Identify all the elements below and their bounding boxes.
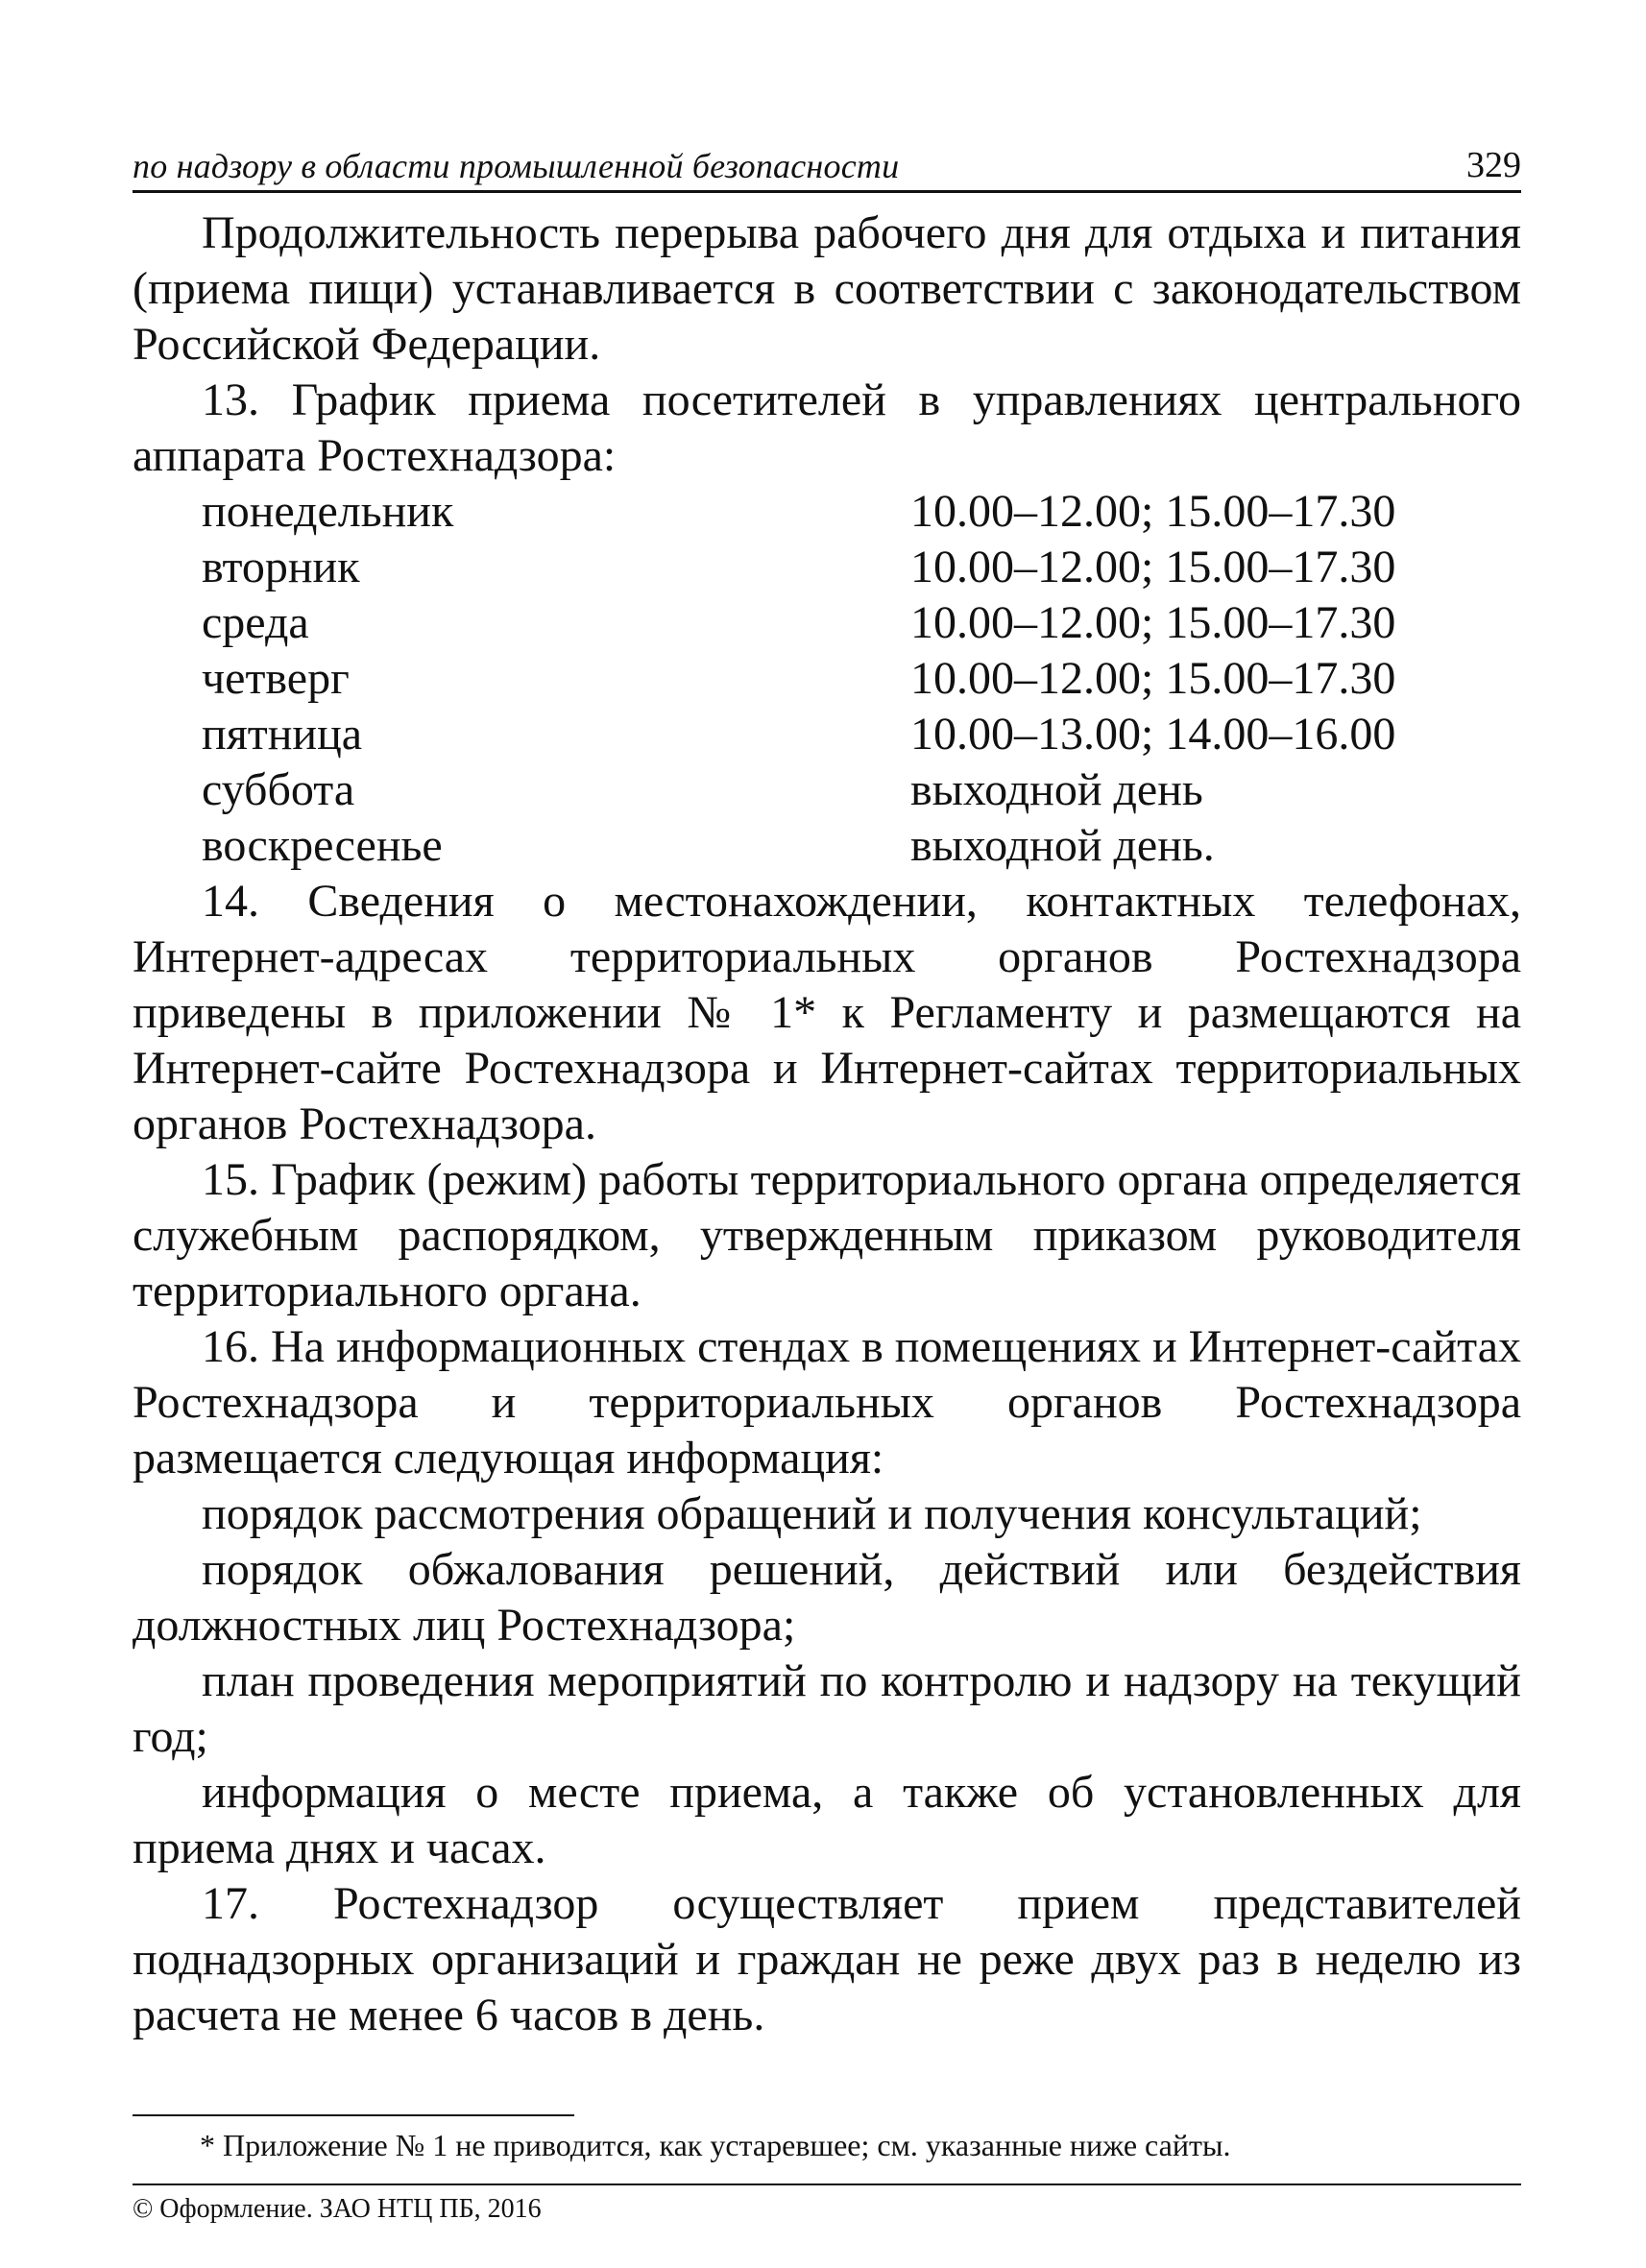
paragraph-16: 16. На информационных стендах в помещениях и Интернет-сайтах Ростехнадзора и территориальных органов Ростехнадзора размещается следующая информация: xyxy=(133,1321,1521,1484)
schedule-hours: 10.00–13.00; 14.00–16.00 xyxy=(910,709,1396,760)
schedule-hours: 10.00–12.00; 15.00–17.30 xyxy=(910,653,1396,704)
schedule-row xyxy=(202,595,1521,651)
copyright-notice: © Оформление. ЗАО НТЦ ПБ, 2016 xyxy=(133,2194,542,2224)
paragraph-17: 17. Ростехнадзор осуществляет прием представителей поднадзорных организаций и граждан не реже двух раз в неделю из расчета не менее 6 часов в день. xyxy=(133,1878,1521,2040)
schedule-hours: выходной день xyxy=(910,764,1203,815)
running-header xyxy=(133,142,1521,193)
reception-schedule xyxy=(133,484,1521,874)
paragraph-16-item-c: план проведения мероприятий по контролю и надзору на текущий год; xyxy=(133,1655,1521,1762)
header-title: по надзору в области промышленной безопасности xyxy=(133,147,900,185)
schedule-hours: 10.00–12.00; 15.00–17.30 xyxy=(910,597,1396,648)
schedule-day: четверг xyxy=(202,653,350,704)
schedule-day: суббота xyxy=(202,764,355,815)
page-number: 329 xyxy=(1466,145,1521,185)
schedule-day: среда xyxy=(202,597,309,648)
paragraph-14: 14. Сведения о местонахождении, контактных телефонах, Интернет-адресах территориальных органов Ростехнадзора приведены в приложении № 1* к Регламенту и размещаются на Интернет-сайте Ростехнадзора и Интернет-сайтах территориальных органов Ростехнадзора. xyxy=(133,876,1521,1149)
paragraph-16-item-a: порядок рассмотрения обращений и получения консультаций; xyxy=(202,1488,1422,1539)
schedule-row xyxy=(202,651,1521,707)
schedule-row xyxy=(202,762,1521,818)
schedule-hours: 10.00–12.00; 15.00–17.30 xyxy=(910,486,1396,537)
schedule-row xyxy=(202,707,1521,762)
schedule-hours: 10.00–12.00; 15.00–17.30 xyxy=(910,542,1396,592)
paragraph-16-item-b: порядок обжалования решений, действий или бездействия должностных лиц Ростехнадзора; xyxy=(133,1544,1521,1651)
paragraph-break-duration: Продолжительность перерыва рабочего дня для отдыха и питания (приема пищи) устанавливается в соответствии с законодательством Российской Федерации. xyxy=(133,207,1521,370)
schedule-row xyxy=(202,818,1521,874)
main-text xyxy=(133,205,1521,2043)
schedule-hours: выходной день. xyxy=(910,820,1215,871)
schedule-day: воскресенье xyxy=(202,820,443,871)
footnote: * Приложение № 1 не приводится, как устаревшее; см. указанные ниже сайты. xyxy=(200,2128,1231,2162)
schedule-day: понедельник xyxy=(202,486,454,537)
footer-divider xyxy=(133,2184,1521,2185)
paragraph-13: 13. График приема посетителей в управлениях центрального аппарата Ростехнадзора: xyxy=(133,374,1521,481)
schedule-row xyxy=(202,484,1521,540)
paragraph-16-item-d: информация о месте приема, а также об установленных для приема днях и часах. xyxy=(133,1767,1521,1873)
schedule-row xyxy=(202,540,1521,595)
footnote-divider xyxy=(133,2114,574,2116)
paragraph-15: 15. График (режим) работы территориального органа определяется служебным распорядком, утвержденным приказом руководителя территориального органа. xyxy=(133,1154,1521,1316)
schedule-day: пятница xyxy=(202,709,363,760)
schedule-day: вторник xyxy=(202,542,360,592)
